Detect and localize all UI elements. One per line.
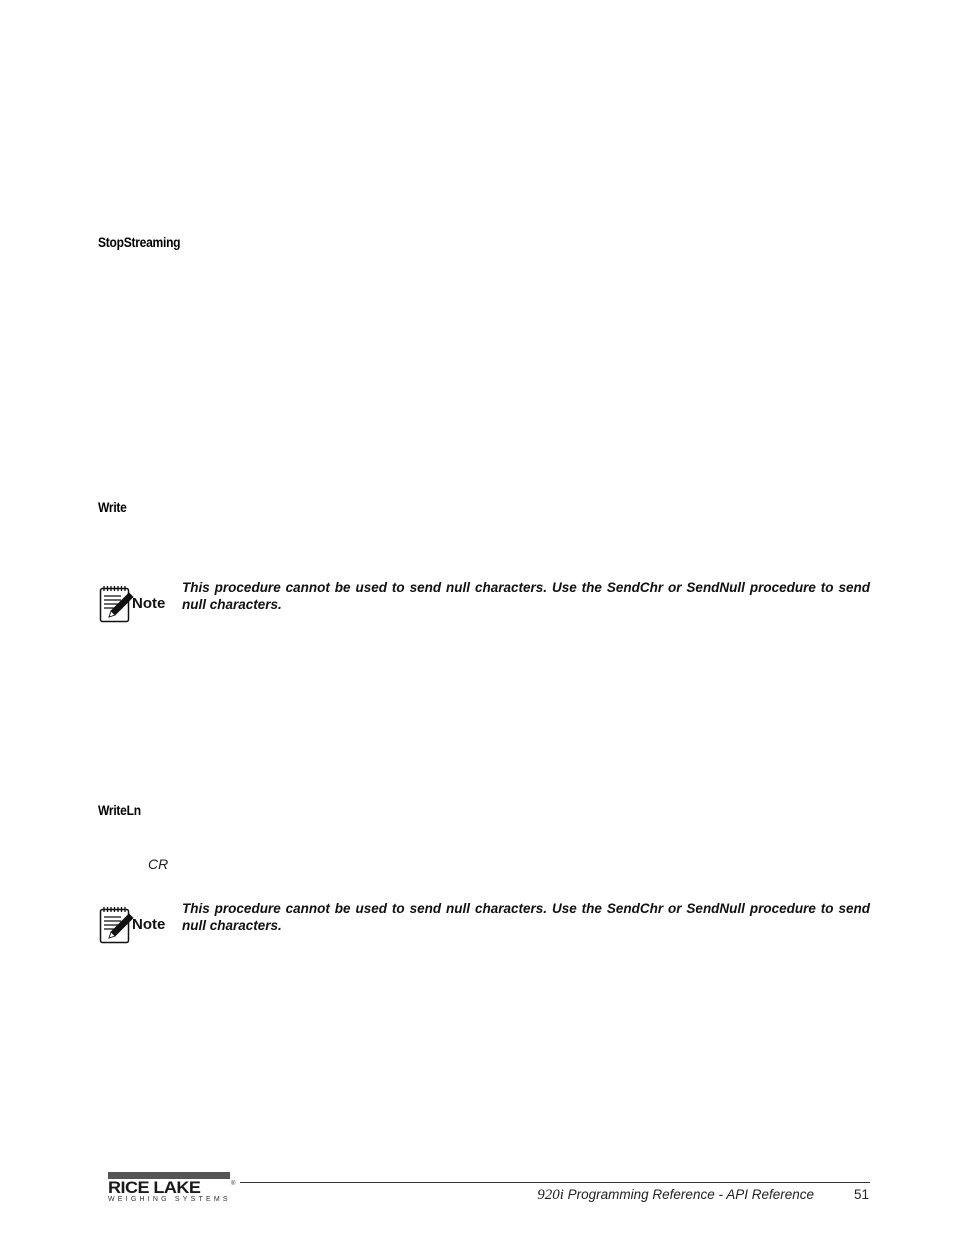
page-number: 51 — [853, 1187, 869, 1202]
section-heading-stopstreaming: StopStreaming — [98, 234, 181, 250]
rice-lake-logo — [108, 1172, 234, 1206]
note-icon-label: Note — [132, 916, 166, 933]
logo-tagline: WEIGHING SYSTEMS — [108, 1196, 231, 1203]
note-writeln — [98, 901, 870, 949]
footer-doc-title — [537, 1187, 814, 1204]
note-write — [98, 580, 870, 628]
cr-label: CR — [148, 856, 169, 872]
footer-title-text: Programming Reference - API Reference — [563, 1187, 814, 1202]
note-icon — [98, 905, 178, 945]
note-icon — [98, 584, 178, 624]
section-heading-writeln: WriteLn — [98, 802, 141, 818]
footer-model: 920i — [537, 1187, 564, 1203]
note-icon-label: Note — [132, 595, 166, 612]
logo-brand: RICE LAKE — [108, 1178, 201, 1197]
note-text: This procedure cannot be used to send null characters. Use the SendChr or SendNull procedure to send null characters. — [182, 580, 870, 612]
logo-registered-mark: ® — [231, 1181, 236, 1187]
section-heading-write: Write — [98, 499, 127, 515]
footer-rule — [240, 1182, 870, 1183]
note-text: This procedure cannot be used to send null characters. Use the SendChr or SendNull procedure to send null characters. — [182, 901, 870, 933]
